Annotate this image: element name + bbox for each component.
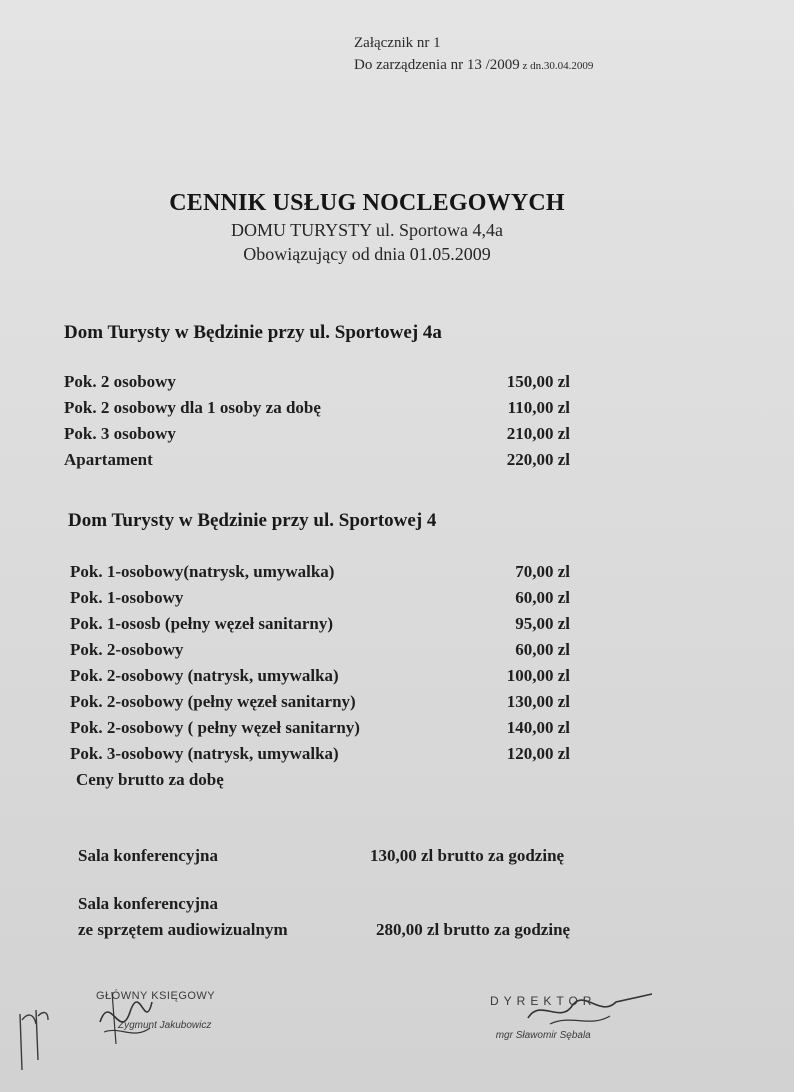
- room-name: Apartament: [64, 450, 153, 469]
- room-name: Pok. 2 osobowy: [64, 372, 176, 391]
- conference-room-av-label: Sala konferencyjna: [78, 894, 218, 913]
- room-price: 70,00 zl: [515, 562, 570, 581]
- room-price: 120,00 zl: [506, 744, 570, 763]
- room-price: 110,00 zl: [507, 398, 570, 417]
- room-name: Pok. 2-osobowy ( pełny węzeł sanitarny): [70, 718, 360, 737]
- attachment-note: [354, 32, 593, 77]
- margin-initials-icon: [14, 1000, 54, 1080]
- price-list-sportowa-4a: [64, 372, 570, 476]
- price-row: [64, 424, 570, 450]
- director-role: DYREKTOR: [490, 994, 597, 1008]
- conference-room-price: 130,00 zl brutto za godzinę: [370, 846, 565, 865]
- room-name: Pok. 1-osobowy(natrysk, umywalka): [70, 562, 335, 581]
- title-block: [0, 188, 734, 266]
- price-row: [64, 372, 570, 398]
- decree-number: Do zarządzenia nr 13 /2009: [354, 57, 520, 73]
- room-name: Pok. 3 osobowy: [64, 424, 176, 443]
- price-row: [70, 692, 570, 718]
- document-subtitle: DOMU TURYSTY ul. Sportowa 4,4a: [230, 220, 503, 240]
- gross-price-note: Ceny brutto za dobę: [76, 770, 224, 789]
- room-price: 95,00 zl: [515, 614, 570, 633]
- price-row: [70, 588, 570, 614]
- price-list-sportowa-4: [70, 562, 570, 770]
- price-row: [64, 398, 570, 424]
- room-name: Pok. 2-osobowy (natrysk, umywalka): [70, 666, 339, 685]
- chief-accountant-signature-icon: [90, 982, 170, 1052]
- room-name: Pok. 3-osobowy (natrysk, umywalka): [70, 744, 339, 763]
- section-heading-sportowa-4a: Dom Turysty w Będzinie przy ul. Sportowej 4a: [64, 322, 442, 343]
- room-price: 100,00 zl: [506, 666, 570, 685]
- chief-accountant-role: GŁÓWNY KSIĘGOWY: [96, 990, 216, 1002]
- price-row: [70, 562, 570, 588]
- price-row: [70, 718, 570, 744]
- section-heading-sportowa-4: Dom Turysty w Będzinie przy ul. Sportowej 4: [68, 510, 437, 531]
- conference-room-av-label-equipment: ze sprzętem audiowizualnym: [78, 920, 288, 939]
- room-name: Pok. 1-osobowy: [70, 588, 184, 607]
- room-price: 150,00 zl: [506, 372, 570, 391]
- decree-reference: [354, 54, 593, 77]
- conference-room-label: Sala konferencyjna: [78, 846, 218, 865]
- director-name: mgr Sławomir Sębala: [495, 1030, 591, 1041]
- price-row: [70, 640, 570, 666]
- room-name: Pok. 1-ososb (pełny węzeł sanitarny): [70, 614, 334, 633]
- room-price: 140,00 zl: [506, 718, 570, 737]
- validity-date: Obowiązujący od dnia 01.05.2009: [243, 244, 491, 264]
- room-price: 60,00 zl: [515, 640, 570, 659]
- room-name: Pok. 2 osobowy dla 1 osoby za dobę: [64, 398, 321, 417]
- room-name: Pok. 2-osobowy (pełny węzeł sanitarny): [70, 692, 356, 711]
- decree-date: z dn.30.04.2009: [519, 60, 594, 72]
- conference-room-av-price: 280,00 zl brutto za godzinę: [376, 920, 571, 939]
- document-title: CENNIK USŁUG NOCLEGOWYCH: [169, 190, 565, 216]
- director-signature-icon: [520, 988, 660, 1034]
- price-row: [70, 666, 570, 692]
- price-row: [70, 614, 570, 640]
- conference-room-av-row: [78, 891, 638, 943]
- room-price: 130,00 zl: [506, 692, 570, 711]
- attachment-number: Załącznik nr 1: [354, 35, 441, 51]
- room-price: 60,00 zl: [515, 588, 570, 607]
- price-row: [70, 744, 570, 770]
- room-name: Pok. 2-osobowy: [70, 640, 184, 659]
- room-price: 210,00 zl: [506, 424, 570, 443]
- room-price: 220,00 zl: [506, 450, 570, 469]
- conference-room-row: [78, 843, 638, 869]
- chief-accountant-name: Zygmunt Jakubowicz: [118, 1020, 212, 1031]
- price-row: [64, 450, 570, 476]
